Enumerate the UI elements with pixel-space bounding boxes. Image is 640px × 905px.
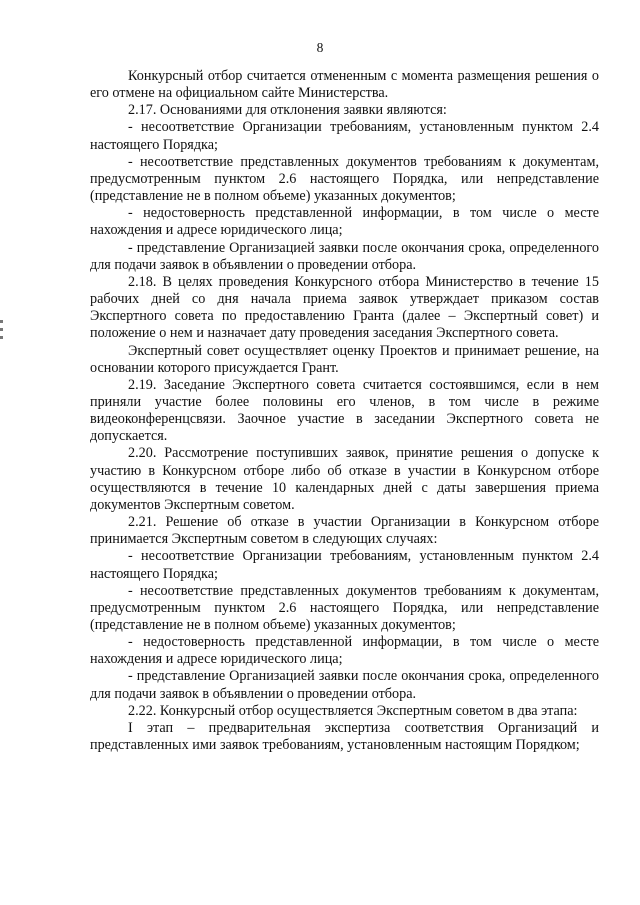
paragraph: 2.19. Заседание Экспертного совета считается состоявшимся, если в нем приняли участие более половины его членов, в том числе в режиме видеоконференцсвязи. Заочное участие в заседании Экспертного совета не допускается.	[90, 376, 599, 445]
paragraph: - представление Организацией заявки после окончания срока, определенного для подачи заявок в объявлении о проведении отбора.	[90, 668, 599, 702]
paragraph: - несоответствие Организации требованиям, установленным пунктом 2.4 настоящего Порядка;	[90, 119, 599, 153]
paragraph: Конкурсный отбор считается отмененным с момента размещения решения о его отмене на официальном сайте Министерства.	[90, 68, 599, 102]
scan-margin-marks	[0, 320, 4, 350]
paragraph: 2.21. Решение об отказе в участии Организации в Конкурсном отборе принимается Экспертным советом в следующих случаях:	[90, 514, 599, 548]
page-number: 8	[316, 40, 324, 55]
paragraph: - недостоверность представленной информации, в том числе о месте нахождения и адресе юридического лица;	[90, 634, 599, 668]
paragraph: 2.20. Рассмотрение поступивших заявок, принятие решения о допуске к участию в Конкурсном отборе либо об отказе в участии в Конкурсном отборе осуществляются в течение 10 календарных дней с даты завершения приема документов Экспертным советом.	[90, 445, 599, 513]
paragraph: - представление Организацией заявки после окончания срока, определенного для подачи заявок в объявлении о проведении отбора.	[90, 239, 599, 273]
paragraph: - несоответствие представленных документов требованиям к документам, предусмотренным пунктом 2.6 настоящего Порядка, или непредставление (представление не в полном объеме) указанных документов;	[90, 582, 599, 633]
paragraph: - несоответствие Организации требованиям, установленным пунктом 2.4 настоящего Порядка;	[90, 548, 599, 582]
document-body	[90, 68, 599, 754]
paragraph: 2.22. Конкурсный отбор осуществляется Экспертным советом в два этапа:	[128, 702, 578, 719]
paragraph: 2.18. В целях проведения Конкурсного отбора Министерство в течение 15 рабочих дней со дня начала приема заявок утверждает приказом состав Экспертного совета по предоставлению Гранта (далее – Экспертный совет) и положение о нем и назначает дату проведения заседания Экспертного совета.	[90, 273, 599, 342]
paragraph: Экспертный совет осуществляет оценку Проектов и принимает решение, на основании которого присуждается Грант.	[90, 342, 599, 376]
paragraph: 2.17. Основаниями для отклонения заявки являются:	[128, 102, 447, 119]
paragraph: I этап – предварительная экспертиза соответствия Организаций и представленных ими заявок требованиям, установленным настоящим Порядком;	[90, 719, 599, 754]
paragraph: - несоответствие представленных документов требованиям к документам, предусмотренным пунктом 2.6 настоящего Порядка, или непредставление (представление не в полном объеме) указанных документов;	[90, 153, 599, 205]
paragraph: - недостоверность представленной информации, в том числе о месте нахождения и адресе юридического лица;	[90, 205, 599, 239]
